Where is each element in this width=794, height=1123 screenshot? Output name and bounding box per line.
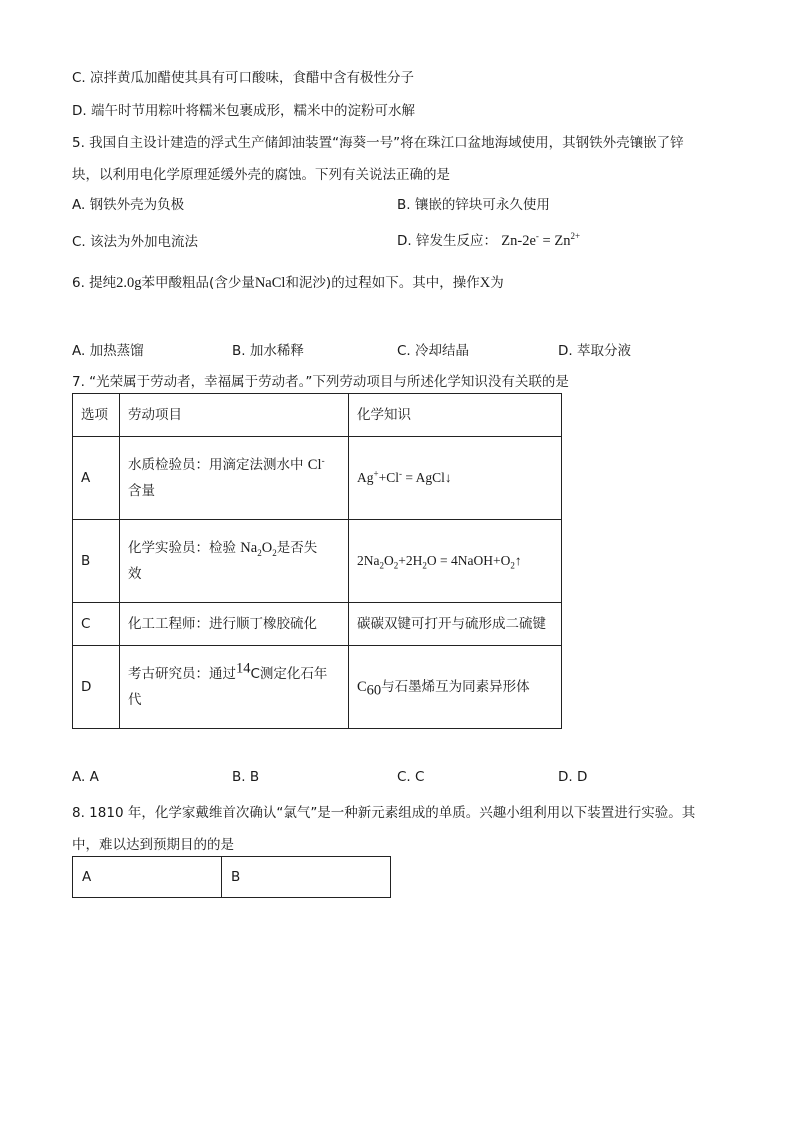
q7-row-d-task-end: 代 <box>128 692 142 708</box>
q7-row-b-knowledge: $2Na_2O_2+2H_2O$ = $4NaOH+O_2↑$ <box>349 520 562 603</box>
q6-option-b: B. 加水稀释 <box>232 343 304 359</box>
q6-option-c: C. 冷却结晶 <box>397 343 470 359</box>
q8-header-row <box>73 857 391 898</box>
q7-row-d-task-text: 考古研究员：通过 <box>128 666 236 682</box>
q7-row-a-agcl: = AgCl <box>405 470 445 485</box>
q6-option-d: D. 萃取分液 <box>558 343 631 359</box>
q6-option-a: A. 加热蒸馏 <box>72 343 144 359</box>
q7-row-a-task-text: 水质检验员：用滴定法测水中 <box>128 457 304 473</box>
q7-row-d-subscript: 60 <box>366 682 382 699</box>
q7-row-d-option: D <box>73 646 120 729</box>
q8-stem-line2: 中，难以达到预期目的的是 <box>72 837 234 853</box>
q6-x: X <box>479 275 491 291</box>
q7-row-d-carbon: C <box>357 679 367 695</box>
q5-option-d <box>397 229 580 250</box>
q7-option-c: C. C <box>397 769 425 785</box>
q6-stem-c: 和泥沙)的过程如下。其中，操作 <box>285 275 480 291</box>
q7-row-b-task-mid: 是否失 <box>276 540 318 556</box>
q7-row-a-task-end: 含量 <box>128 483 155 499</box>
q5-option-b: B. 镶嵌的锌块可永久使用 <box>397 197 550 213</box>
q5-eq-right: = Zn <box>542 233 571 249</box>
q4-option-d: D. 端午时节用粽叶将糯米包裹成形，糯米中的淀粉可水解 <box>72 103 415 119</box>
q7-row-d-knowledge-text: 与石墨烯互为同素异形体 <box>381 679 530 695</box>
q7-row-d <box>73 646 562 729</box>
q7-row-a <box>73 437 562 520</box>
q8-stem-line1: 8. 1810 年，化学家戴维首次确认“氯气”是一种新元素组成的单质。兴趣小组利用以下装置进行实验。其 <box>72 805 696 821</box>
q7-option-b: B. B <box>232 769 260 785</box>
q7-row-d-task <box>120 646 349 729</box>
q7-option-d: D. D <box>558 769 588 785</box>
q7-row-c-task: 化工工程师：进行顺丁橡胶硫化 <box>120 603 349 646</box>
q6-nacl: NaCl <box>254 275 286 291</box>
q7-row-d-isotope: 14 <box>236 660 251 677</box>
q6-stem-d: 为 <box>490 275 504 291</box>
q7-row-d-task-mid: C测定化石年 <box>250 666 328 682</box>
q7-row-b-option: B <box>73 520 120 603</box>
q5-stem-line1: 5. 我国自主设计建造的浮式生产储卸油装置“海葵一号”将在珠江口盆地海域使用，其钢铁外壳镶嵌了锌 <box>72 135 684 151</box>
q7-row-b-task: 化学实验员：检验 $Na_2O_2$是否失 效 <box>120 520 349 603</box>
q5-option-d-label: D. 锌发生反应： <box>397 233 497 249</box>
q7-row-a-chloride: Cl <box>307 457 322 473</box>
q7-row-b-task-text: 化学实验员：检验 <box>128 540 236 556</box>
q8-header-a: A <box>73 857 222 898</box>
q7-header-row <box>73 394 562 437</box>
q7-header-task: 劳动项目 <box>120 394 349 437</box>
q7-row-a-ag: Ag <box>357 470 374 485</box>
q7-row-a-task: 水质检验员：用滴定法测水中 Cl- 含量 <box>120 437 349 520</box>
q7-row-b-task-end: 效 <box>128 566 142 582</box>
q5-stem-line2: 块，以利用电化学原理延缓外壳的腐蚀。下列有关说法正确的是 <box>72 167 450 183</box>
q7-row-c-option: C <box>73 603 120 646</box>
q6-stem-a: 6. 提纯 <box>72 275 117 291</box>
q8-header-b: B <box>222 857 391 898</box>
q7-row-a-knowledge: Ag++Cl- = AgCl↓ <box>349 437 562 520</box>
q7-row-a-cl: +Cl <box>378 470 399 485</box>
q7-row-c <box>73 603 562 646</box>
q7-row-d-knowledge <box>349 646 562 729</box>
q8-table <box>72 856 391 898</box>
q6-stem <box>72 271 504 292</box>
q6-mass: 2.0g <box>116 275 142 291</box>
q7-row-c-knowledge: 碳碳双键可打开与硫形成二硫键 <box>349 603 562 646</box>
q5-eq-left: Zn-2e <box>501 233 536 249</box>
q7-header-option: 选项 <box>73 394 120 437</box>
q5-option-a: A. 钢铁外壳为负极 <box>72 197 185 213</box>
q7-row-b <box>73 520 562 603</box>
q6-stem-b: 苯甲酸粗品(含少量 <box>141 275 255 291</box>
q5-option-c: C. 该法为外加电流法 <box>72 234 199 250</box>
q7-header-knowledge: 化学知识 <box>349 394 562 437</box>
q7-row-a-option: A <box>73 437 120 520</box>
q5-equation: $Zn-2e^- = Zn^{2+}$ <box>501 231 581 249</box>
q7-option-a: A. A <box>72 769 99 785</box>
q7-stem: 7. “光荣属于劳动者，幸福属于劳动者。”下列劳动项目与所述化学知识没有关联的是 <box>72 374 569 390</box>
q4-option-c: C. 凉拌黄瓜加醋使其具有可口酸味，食醋中含有极性分子 <box>72 70 415 86</box>
q7-table <box>72 393 562 729</box>
